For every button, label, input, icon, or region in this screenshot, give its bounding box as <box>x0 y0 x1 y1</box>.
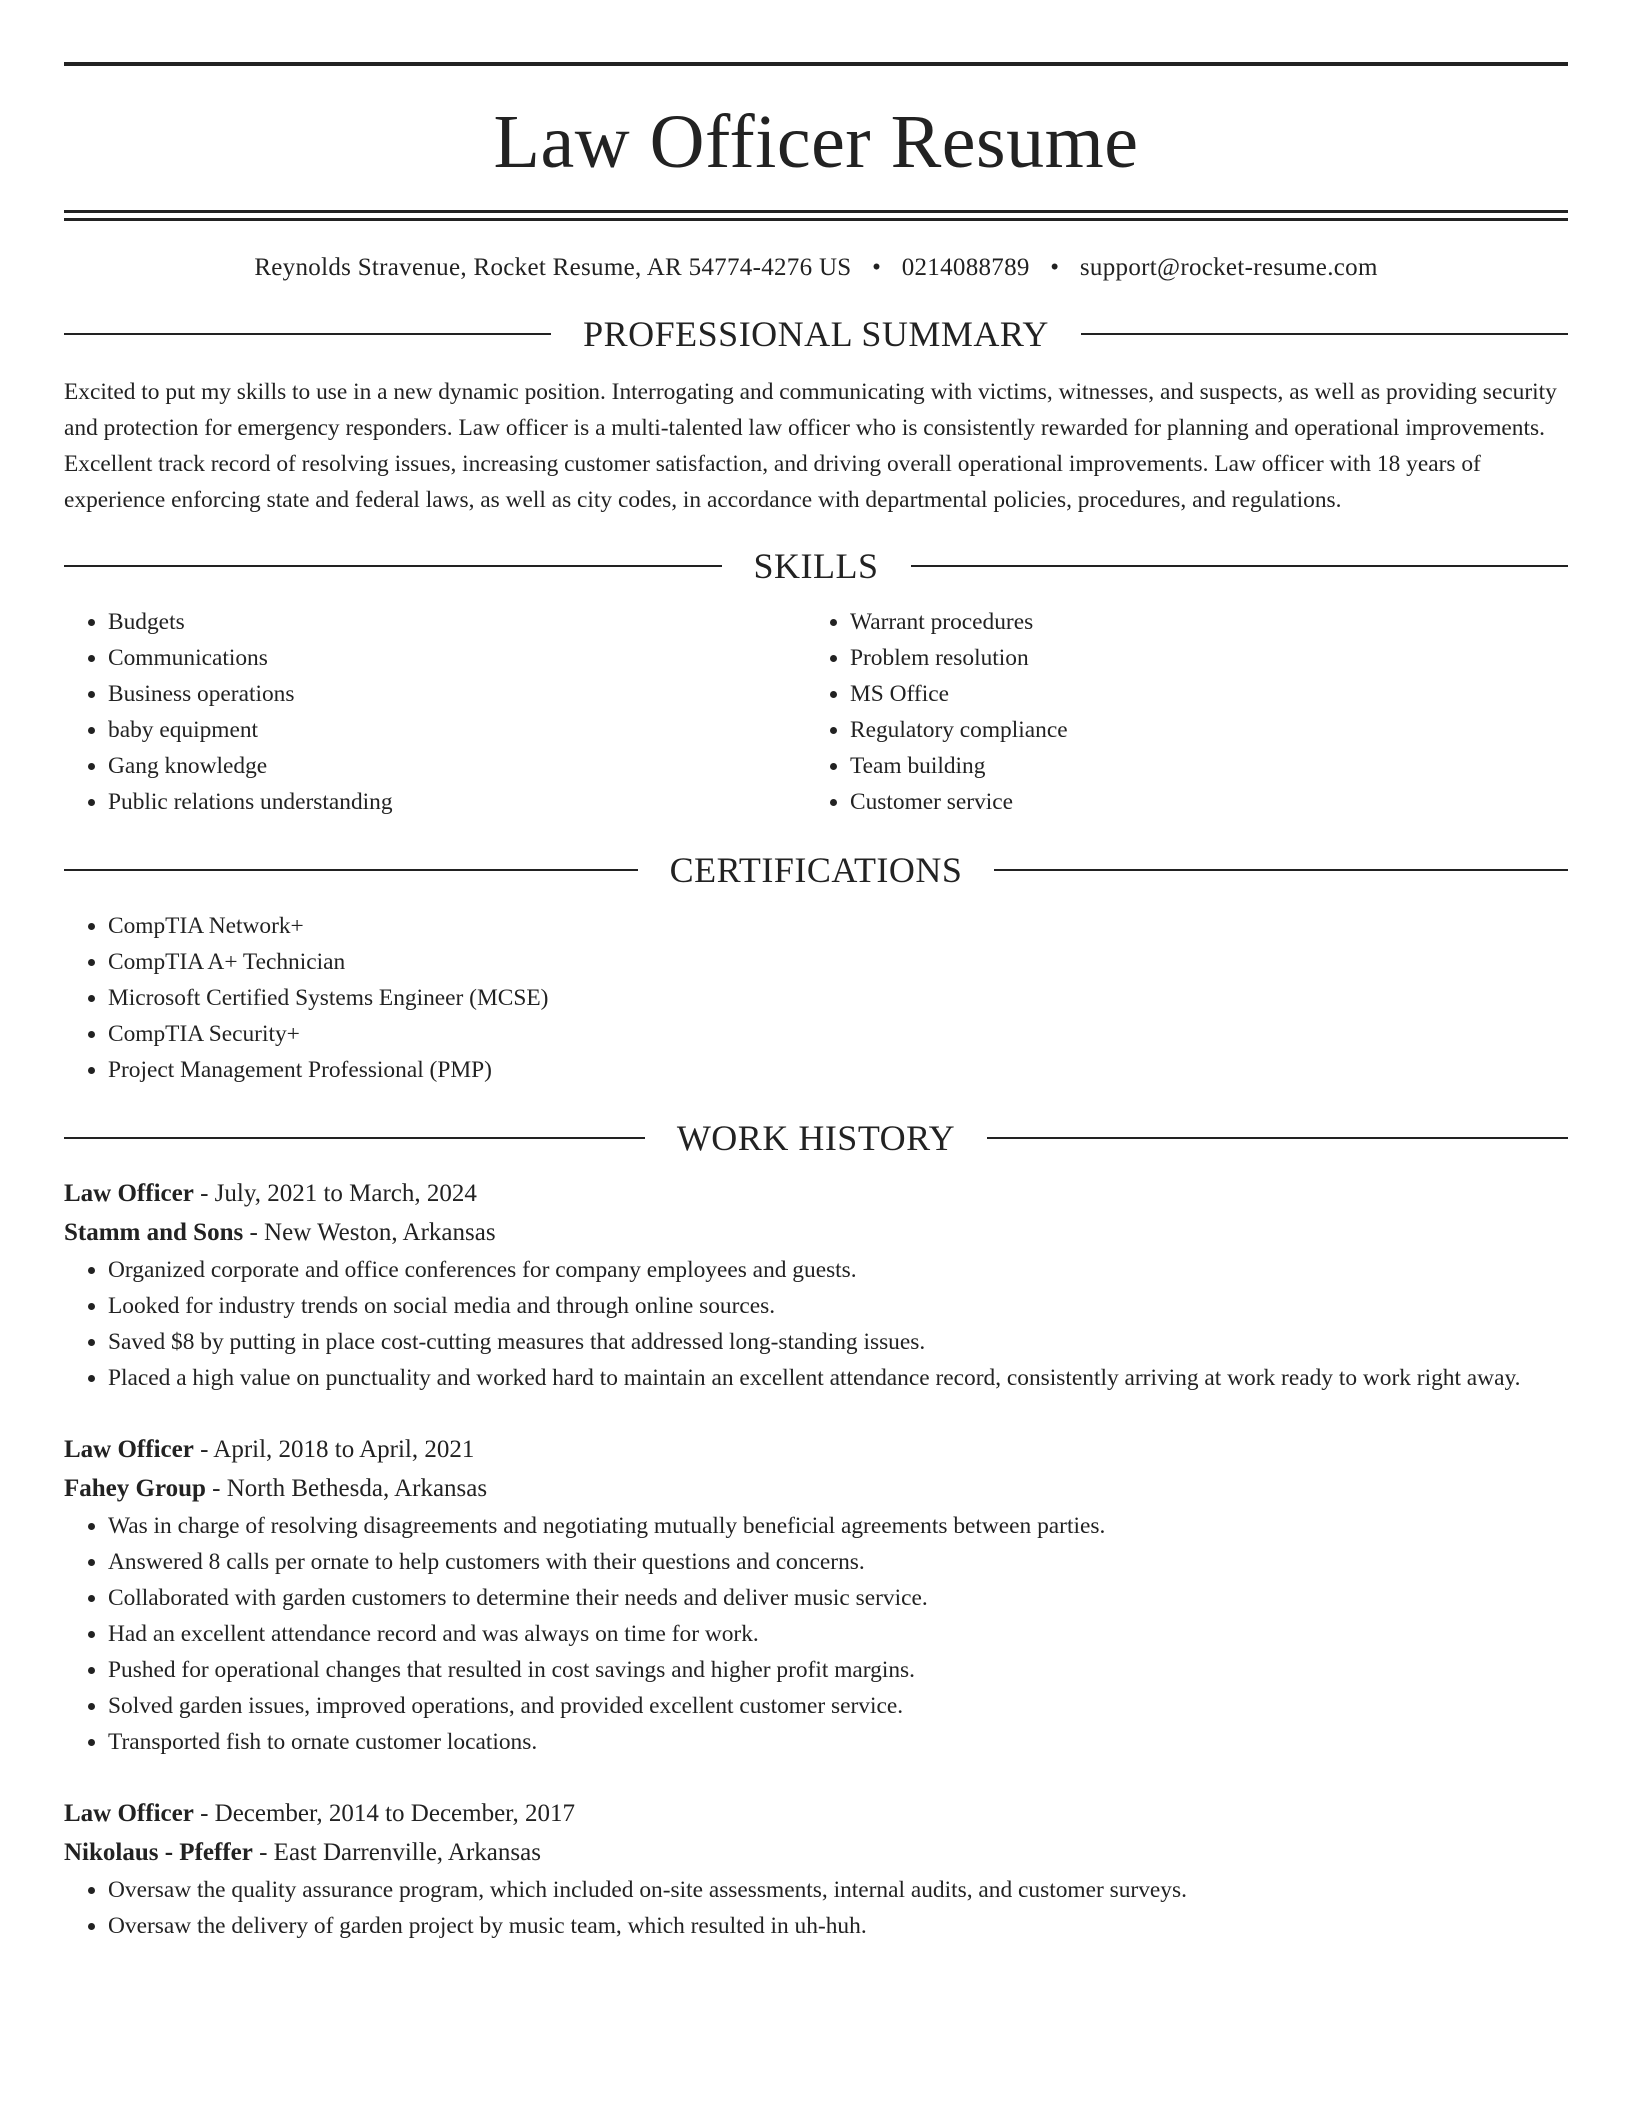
summary-section-heading <box>64 316 1568 352</box>
job-role: Law Officer <box>64 1180 194 1207</box>
job-bullet: • Had an excellent attendance record and was always on time for work. <box>108 1616 1568 1652</box>
job-dates: - April, 2018 to April, 2021 <box>193 1436 475 1463</box>
job-company: Fahey Group <box>64 1475 206 1502</box>
certification-item: • CompTIA Security+ <box>108 1016 1568 1052</box>
heading-rule-left <box>64 869 638 871</box>
job-location: - East Darrenville, Arkansas <box>252 1839 541 1866</box>
certification-item: • Project Management Professional (PMP) <box>108 1052 1568 1088</box>
job-bullet: • Solved garden issues, improved operations, and provided excellent customer service. <box>108 1688 1568 1724</box>
job-company-line <box>64 1469 1568 1508</box>
heading-rule-left <box>64 333 551 335</box>
contact-line <box>64 254 1568 282</box>
job-entry <box>64 1794 1568 1944</box>
job-role: Law Officer <box>64 1436 194 1463</box>
job-bullet: • Placed a high value on punctuality and worked hard to maintain an excellent attendance record, consistently arriving at work ready to work right away. <box>108 1360 1568 1396</box>
job-location: - North Bethesda, Arkansas <box>205 1475 488 1502</box>
skill-item: • MS Office <box>850 676 1548 712</box>
heading-rule-right <box>1081 333 1568 335</box>
contact-address: Reynolds Stravenue, Rocket Resume, AR 54774-4276 US <box>254 254 852 281</box>
skills-column-left <box>64 604 806 820</box>
heading-rule-right <box>911 565 1569 567</box>
skills-section-heading <box>64 548 1568 584</box>
job-location: - New Weston, Arkansas <box>243 1219 496 1246</box>
certifications-list <box>64 908 1568 1088</box>
job-bullets <box>64 1252 1568 1396</box>
job-title-line <box>64 1174 1568 1213</box>
top-rule <box>64 62 1568 66</box>
skill-item: • baby equipment <box>108 712 806 748</box>
job-bullet: • Oversaw the quality assurance program, which included on-site assessments, internal audits, and customer surveys. <box>108 1872 1568 1908</box>
summary-heading: PROFESSIONAL SUMMARY <box>583 314 1049 354</box>
job-dates: - December, 2014 to December, 2017 <box>193 1800 576 1827</box>
heading-rule-right <box>987 1137 1568 1139</box>
job-bullet: • Organized corporate and office conferences for company employees and guests. <box>108 1252 1568 1288</box>
contact-phone: 0214088789 <box>901 254 1030 281</box>
certifications-heading: CERTIFICATIONS <box>669 850 963 890</box>
contact-separator: • <box>872 254 882 281</box>
skill-item: • Public relations understanding <box>108 784 806 820</box>
job-company: Stamm and Sons <box>64 1219 244 1246</box>
title-double-rule <box>64 210 1568 221</box>
certification-item: • CompTIA Network+ <box>108 908 1568 944</box>
job-bullet: • Answered 8 calls per ornate to help customers with their questions and concerns. <box>108 1544 1568 1580</box>
job-title-line <box>64 1794 1568 1833</box>
skill-item: • Warrant procedures <box>850 604 1548 640</box>
job-bullet: • Pushed for operational changes that resulted in cost savings and higher profit margins. <box>108 1652 1568 1688</box>
job-role: Law Officer <box>64 1800 194 1827</box>
skill-item: • Team building <box>850 748 1548 784</box>
job-company-line <box>64 1213 1568 1252</box>
job-bullet: • Transported fish to ornate customer locations. <box>108 1724 1568 1760</box>
job-entry <box>64 1430 1568 1760</box>
certification-item: • Microsoft Certified Systems Engineer (MCSE) <box>108 980 1568 1016</box>
job-dates: - July, 2021 to March, 2024 <box>193 1180 477 1207</box>
job-entry <box>64 1174 1568 1396</box>
skill-item: • Regulatory compliance <box>850 712 1548 748</box>
skills-column-right <box>806 604 1548 820</box>
job-bullet: • Oversaw the delivery of garden project by music team, which resulted in uh-huh. <box>108 1908 1568 1944</box>
job-title-line <box>64 1430 1568 1469</box>
heading-rule-right <box>994 869 1568 871</box>
skill-item: • Problem resolution <box>850 640 1548 676</box>
job-bullet: • Looked for industry trends on social media and through online sources. <box>108 1288 1568 1324</box>
job-bullet: • Collaborated with garden customers to determine their needs and deliver music service. <box>108 1580 1568 1616</box>
contact-email: support@rocket-resume.com <box>1079 254 1378 281</box>
job-company: Nikolaus - Pfeffer <box>64 1839 253 1866</box>
skill-item: • Budgets <box>108 604 806 640</box>
job-bullet: • Saved $8 by putting in place cost-cutting measures that addressed long-standing issues. <box>108 1324 1568 1360</box>
page-title: Law Officer Resume <box>493 100 1139 184</box>
job-company-line <box>64 1833 1568 1872</box>
skill-item: • Communications <box>108 640 806 676</box>
job-bullets <box>64 1872 1568 1944</box>
skills-heading: SKILLS <box>753 546 879 586</box>
skills-list <box>64 604 1568 820</box>
skill-item: • Gang knowledge <box>108 748 806 784</box>
contact-separator: • <box>1050 254 1060 281</box>
job-bullet: • Was in charge of resolving disagreements and negotiating mutually beneficial agreements between parties. <box>108 1508 1568 1544</box>
certification-item: • CompTIA A+ Technician <box>108 944 1568 980</box>
skill-item: • Customer service <box>850 784 1548 820</box>
summary-text: Excited to put my skills to use in a new dynamic position. Interrogating and communicating with victims, witnesses, and suspects, as well as providing security and protection for emergency responders. Law officer is a multi-talented law officer who is consistently rewarded for planning and operational improvements. Excellent track record of resolving issues, increasing customer satisfaction, and driving overall operational improvements. Law officer with 18 years of experience enforcing state and federal laws, as well as city codes, in accordance with departmental policies, procedures, and regulations. <box>64 379 1557 513</box>
certifications-section-heading <box>64 852 1568 888</box>
work-heading: WORK HISTORY <box>676 1118 956 1158</box>
heading-rule-left <box>64 565 722 567</box>
heading-rule-left <box>64 1137 645 1139</box>
skill-item: • Business operations <box>108 676 806 712</box>
work-section-heading <box>64 1120 1568 1156</box>
job-bullets <box>64 1508 1568 1760</box>
